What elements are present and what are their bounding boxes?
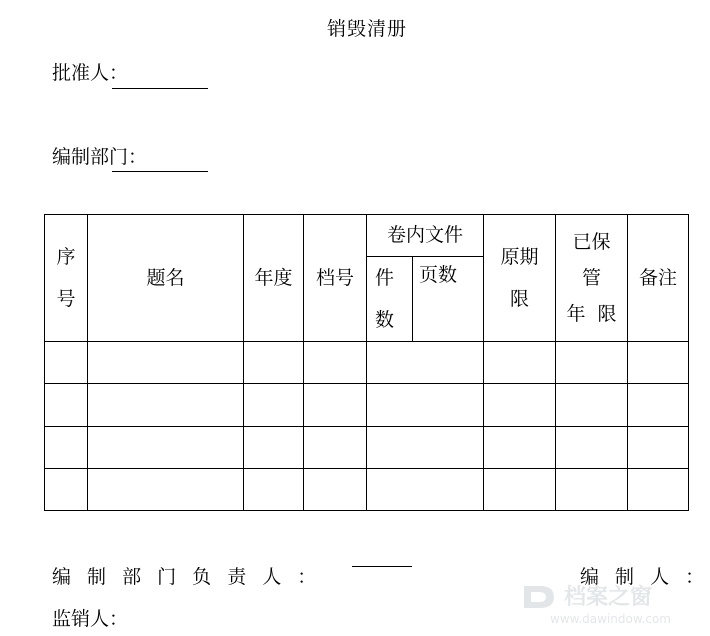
header-file-no: 档号 [304,215,367,342]
watermark [520,578,696,632]
cell-seq [45,469,88,511]
d-logo-icon [520,582,560,612]
header-kept-term: 已保 管 年 限 [556,215,628,342]
cell-seq [45,427,88,469]
cell-volume-docs [367,427,484,469]
cell-volume-docs [367,469,484,511]
watermark-brand: 档案之窗 [564,585,653,610]
cell-file-no [304,427,367,469]
page-title: 销毁清册 [326,18,407,40]
table-row [45,427,689,469]
cell-seq [45,384,88,427]
header-original-term: 原期 限 [484,215,556,342]
cell-file-no [304,384,367,427]
header-volume-docs: 卷内文件 [367,215,484,257]
header-pages: 页数 [413,257,484,342]
cell-title [88,469,244,511]
cell-remarks [628,384,689,427]
table-row [45,384,689,427]
cell-original-term [484,427,556,469]
header-remarks: 备注 [628,215,689,342]
approver-underline [112,88,208,89]
cell-year [244,427,304,469]
cell-file-no [304,342,367,384]
cell-title [88,427,244,469]
cell-volume-docs [367,342,484,384]
cell-original-term [484,469,556,511]
cell-kept-term [556,384,628,427]
cell-kept-term [556,427,628,469]
department-label: 编制部门： [52,146,148,168]
cell-remarks [628,427,689,469]
header-seq: 序 号 [45,215,88,342]
table-row [45,342,689,384]
dept-head-underline [352,566,412,567]
cell-year [244,384,304,427]
cell-title [88,384,244,427]
header-pieces: 件 数 [367,257,413,342]
destruction-table [44,214,689,511]
cell-year [244,342,304,384]
header-row-1 [45,215,689,257]
department-underline [112,171,208,172]
cell-seq [45,342,88,384]
cell-file-no [304,469,367,511]
dept-head-label: 编 制 部 门 负 责 人 ： [52,566,322,588]
cell-year [244,469,304,511]
watermark-url: www.dawindow.com [550,612,671,626]
supervisor-label: 监销人： [52,608,129,630]
cell-remarks [628,342,689,384]
header-title: 题名 [88,215,244,342]
approver-label: 批准人： [52,62,129,84]
cell-remarks [628,469,689,511]
cell-original-term [484,384,556,427]
cell-kept-term [556,342,628,384]
table-row [45,469,689,511]
header-year: 年度 [244,215,304,342]
cell-volume-docs [367,384,484,427]
cell-kept-term [556,469,628,511]
compiler-label: 编 制 人 ： [580,566,710,588]
cell-title [88,342,244,384]
cell-original-term [484,342,556,384]
